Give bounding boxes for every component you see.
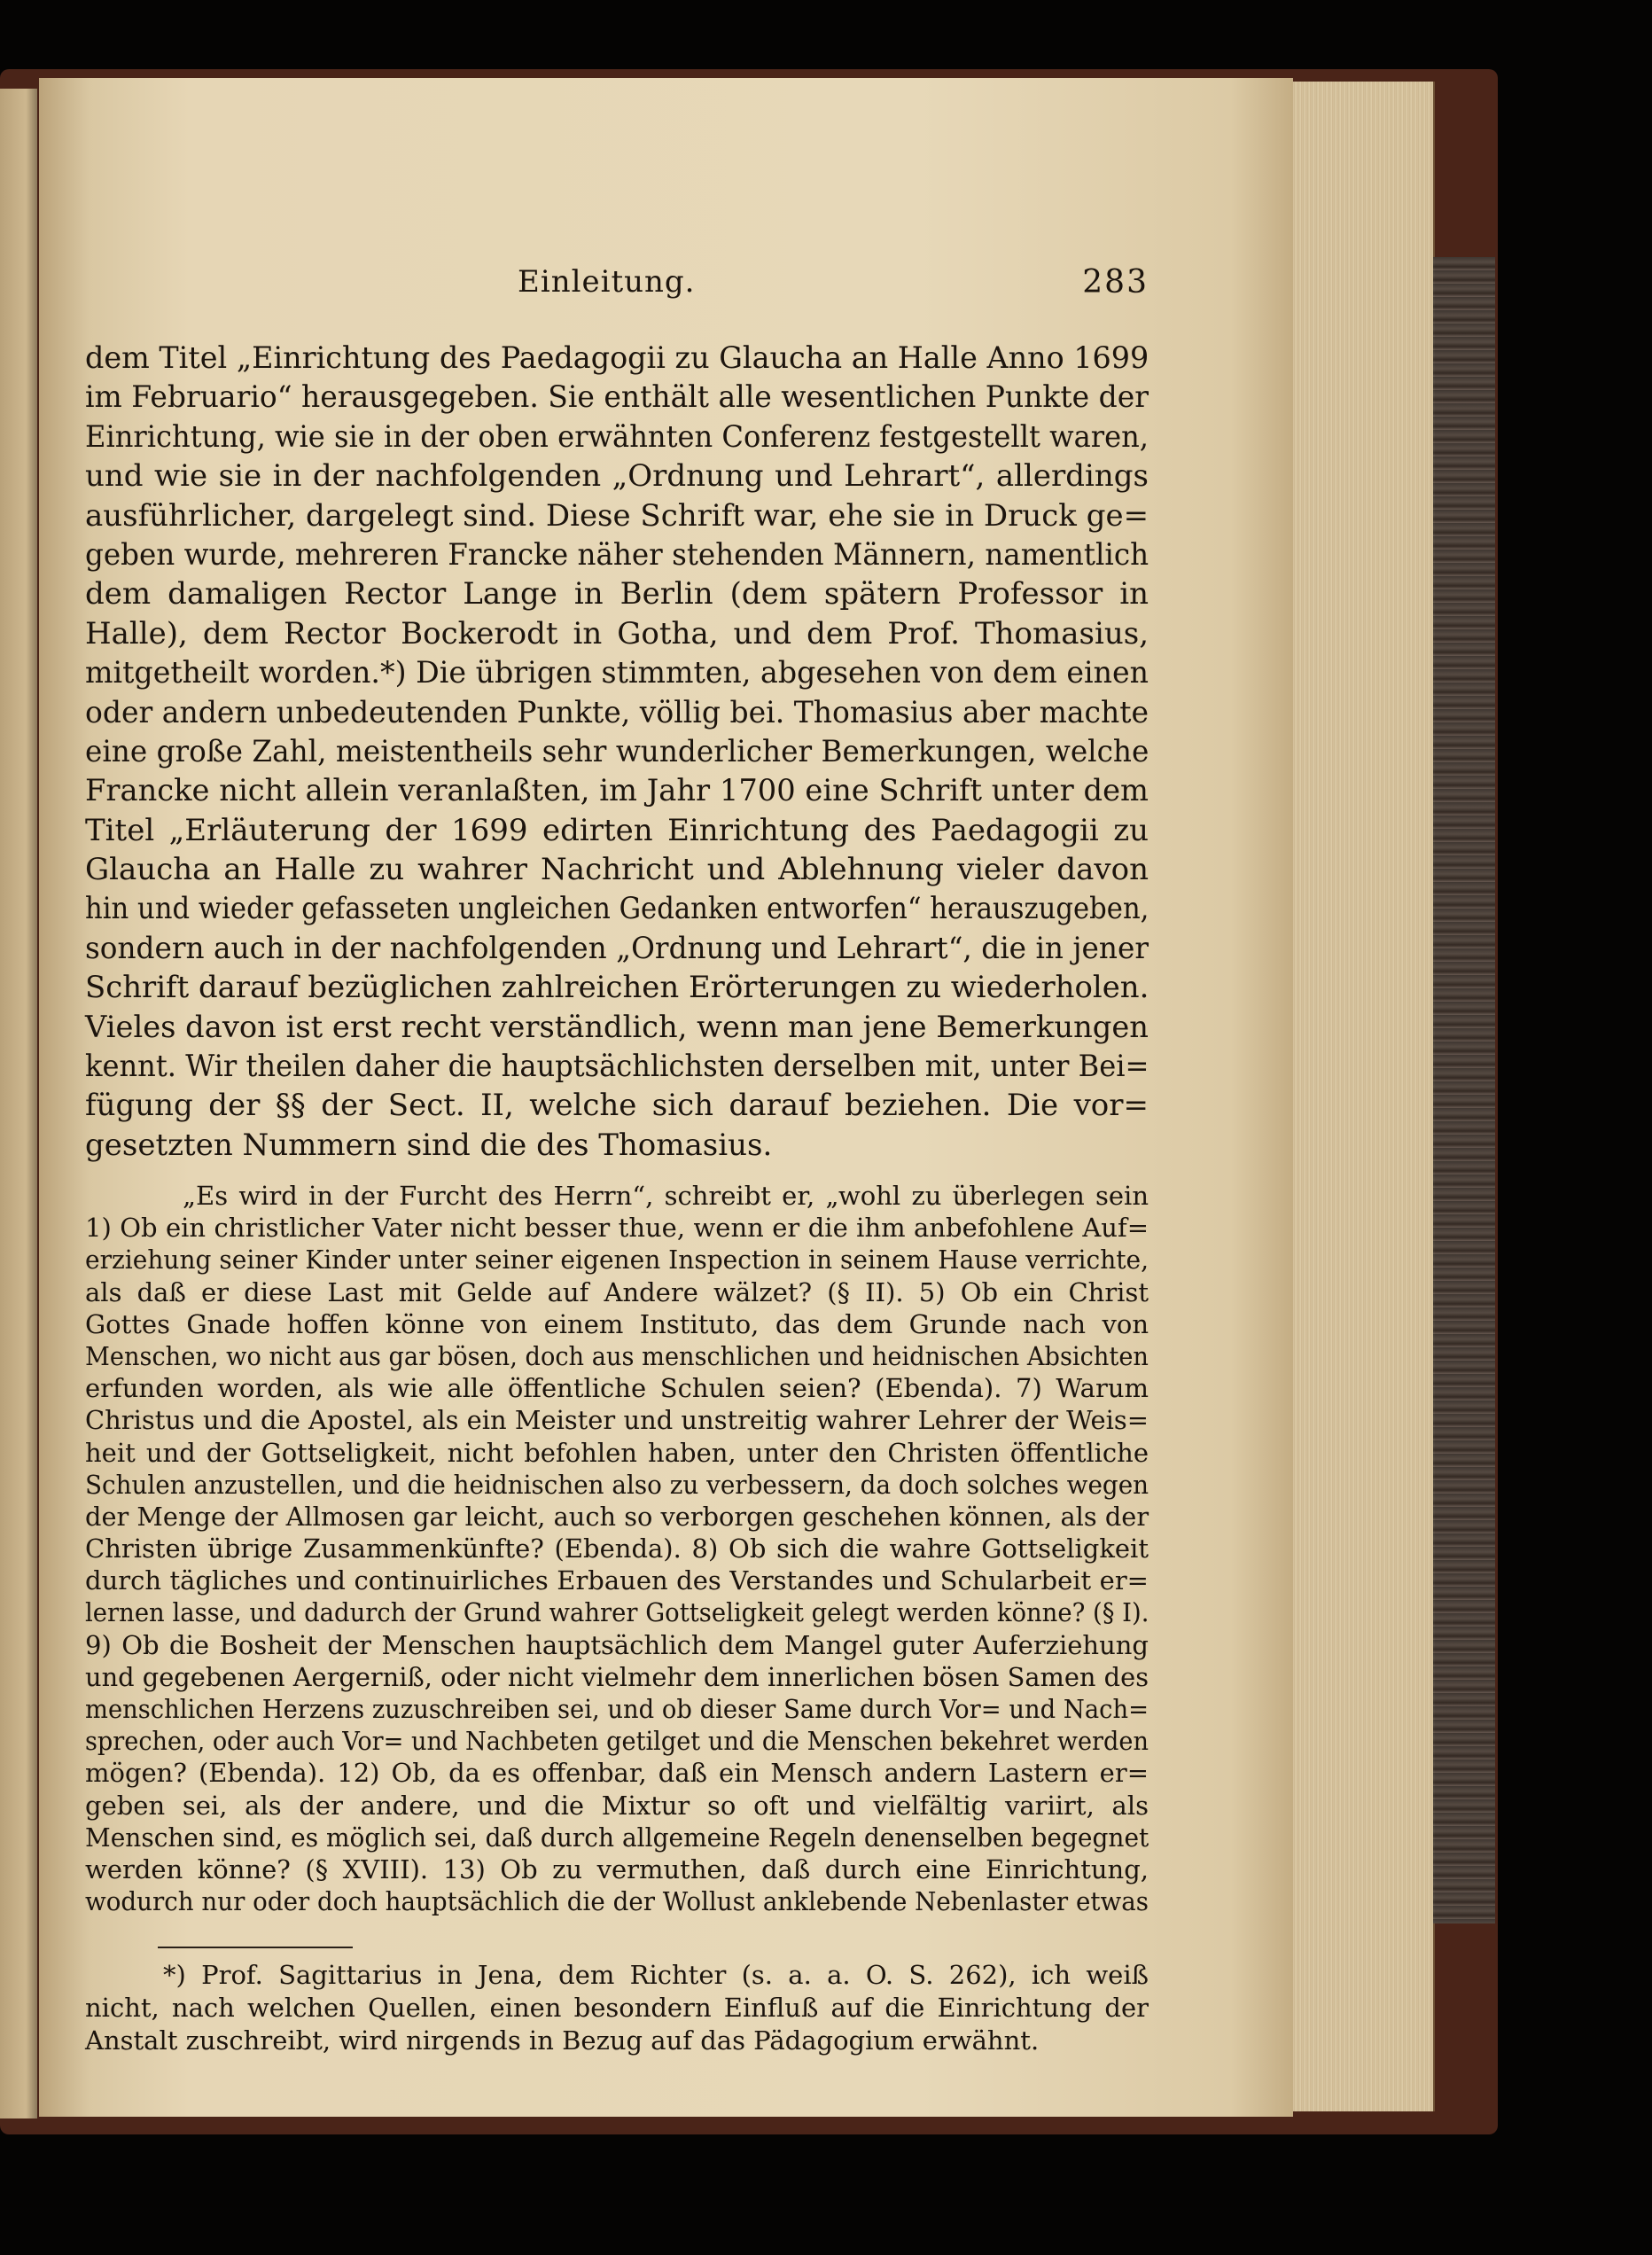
text-line: mitgetheilt worden.*) Die übrigen stimmten, abgesehen von dem einen — [85, 655, 1149, 691]
quote-line: „Es wird in der Furcht des Herrn“, schreibt er, „wohl zu überlegen sein — [183, 1181, 1149, 1211]
book-page — [39, 78, 1293, 2117]
quote-line: menschlichen Herzens zuzuschreiben sei, und ob dieser Same durch Vor= und Nach= — [85, 1694, 1149, 1724]
quote-line: erziehung seiner Kinder unter seiner eigenen Inspection in seinem Hause verrichte, — [85, 1245, 1149, 1276]
text-line: hin und wieder gefasseten ungleichen Gedanken entworfen“ herauszugeben, — [85, 891, 1149, 927]
text-line: ausführlicher, dargelegt sind. Diese Schrift war, ehe sie in Druck ge= — [85, 497, 1149, 534]
quote-line: durch tägliches und continuirliches Erbauen des Verstandes und Schularbeit er= — [85, 1565, 1149, 1596]
previous-page-edge — [0, 89, 37, 2118]
quote-line: Christen übrige Zusammenkünfte? (Ebenda). 8) Ob sich die wahre Gottseligkeit — [85, 1533, 1149, 1564]
footnote-line: Anstalt zuschreibt, wird nirgends in Bezug auf das Pädagogium erwähnt. — [85, 2025, 1040, 2056]
text-line: Schrift darauf bezüglichen zahlreichen Erörterungen zu wiederholen. — [85, 970, 1149, 1006]
quote-line: wodurch nur oder doch hauptsächlich die der Wollust anklebende Nebenlaster etwas — [85, 1886, 1149, 1917]
text-line: eine große Zahl, meistentheils sehr wunderlicher Bemerkungen, welche — [85, 733, 1149, 769]
text-line: kennt. Wir theilen daher die hauptsächlichsten derselben mit, unter Bei= — [85, 1049, 1149, 1085]
quote-line: als daß er diese Last mit Gelde auf Andere wälzet? (§ II). 5) Ob ein Christ — [85, 1276, 1149, 1307]
text-line: dem Titel „Einrichtung des Paedagogii zu Glaucha an Halle Anno 1699 — [85, 340, 1149, 376]
footnote-line: *) Prof. Sagittarius in Jena, dem Richter (s. a. a. O. S. 262), ich weiß — [163, 1960, 1149, 1990]
footnote — [85, 1959, 1149, 2057]
footnote-line: nicht, nach welchen Quellen, einen besondern Einfluß auf die Einrichtung der — [85, 1993, 1149, 2023]
text-line: sondern auch in der nachfolgenden „Ordnung und Lehrart“, die in jener — [85, 930, 1149, 966]
text-line: fügung der §§ der Sect. II, welche sich darauf beziehen. Die vor= — [85, 1088, 1149, 1124]
quote-line: erfunden worden, als wie alle öffentliche Schulen seien? (Ebenda). 7) Warum — [85, 1373, 1149, 1404]
text-line: und wie sie in der nachfolgenden „Ordnung und Lehrart“, allerdings — [85, 458, 1149, 495]
text-line: Vieles davon ist erst recht verständlich, wenn man jene Bemerkungen — [85, 1009, 1149, 1045]
text-line: Halle), dem Rector Bockerodt in Gotha, und dem Prof. Thomasius, — [85, 615, 1149, 652]
text-line: Titel „Erläuterung der 1699 edirten Einrichtung des Paedagogii zu — [85, 812, 1149, 848]
quote-line: 1) Ob ein christlicher Vater nicht besser thue, wenn er die ihm anbefohlene Auf= — [85, 1213, 1149, 1244]
spine-binding — [1433, 257, 1495, 1923]
quote-line: heit und der Gottseligkeit, nicht befohlen haben, unter den Christen öffentliche — [85, 1437, 1149, 1468]
quote-line: der Menge der Allmosen gar leicht, auch so verborgen geschehen können, als der — [85, 1501, 1149, 1532]
text-line: gesetzten Nummern sind die des Thomasius. — [85, 1127, 773, 1163]
quote-line: und gegebenen Aergerniß, oder nicht vielmehr dem innerlichen bösen Samen des — [85, 1661, 1149, 1692]
text-line: geben wurde, mehreren Francke näher stehenden Männern, namentlich — [85, 536, 1149, 573]
quote-line: 9) Ob die Bosheit der Menschen hauptsächlich dem Mangel guter Auferziehung — [85, 1629, 1149, 1660]
page-block-edges — [1293, 82, 1435, 2111]
text-line: dem damaligen Rector Lange in Berlin (dem spätern Professor in — [85, 576, 1149, 613]
main-paragraph — [85, 339, 1149, 1165]
quote-line: Schulen anzustellen, und die heidnischen also zu verbessern, da doch solches wegen — [85, 1469, 1149, 1500]
text-line: oder andern unbedeutenden Punkte, völlig bei. Thomasius aber machte — [85, 694, 1149, 730]
quote-line: Gottes Gnade hoffen könne von einem Instituto, das dem Grunde nach von — [85, 1308, 1149, 1339]
quote-paragraph — [85, 1180, 1149, 1917]
quote-line: lernen lasse, und dadurch der Grund wahrer Gottseligkeit gelegt werden könne? (§ I). — [85, 1597, 1149, 1628]
quote-line: geben sei, als der andere, und die Mixtur so oft und vielfältig variirt, als — [85, 1790, 1149, 1821]
text-line: Glaucha an Halle zu wahrer Nachricht und Ablehnung vieler davon — [85, 852, 1149, 888]
text-line: Einrichtung, wie sie in der oben erwähnten Conferenz festgestellt waren, — [85, 418, 1149, 455]
quote-line: Menschen sind, es möglich sei, daß durch allgemeine Regeln denenselben begegnet — [85, 1822, 1149, 1853]
quote-line: sprechen, oder auch Vor= und Nachbeten getilget und die Menschen bekehret werden — [85, 1726, 1149, 1757]
quote-line: Christus und die Apostel, als ein Meister und unstreitig wahrer Lehrer der Weis= — [85, 1405, 1149, 1436]
quote-line: Menschen, wo nicht aus gar bösen, doch aus menschlichen und heidnischen Absichten — [85, 1340, 1149, 1371]
footnote-rule — [158, 1947, 353, 1948]
quote-line: werden könne? (§ XVIII). 13) Ob zu vermuthen, daß durch eine Einrichtung, — [85, 1853, 1149, 1884]
text-line: im Februario“ herausgegeben. Sie enthält alle wesentlichen Punkte der — [85, 379, 1149, 416]
running-head: Einleitung. — [518, 264, 696, 300]
page-header — [85, 264, 1149, 317]
page-number: 283 — [1082, 264, 1149, 300]
text-line: Francke nicht allein veranlaßten, im Jahr 1700 eine Schrift unter dem — [85, 773, 1149, 809]
quote-line: mögen? (Ebenda). 12) Ob, da es offenbar, daß ein Mensch andern Lastern er= — [85, 1758, 1149, 1789]
